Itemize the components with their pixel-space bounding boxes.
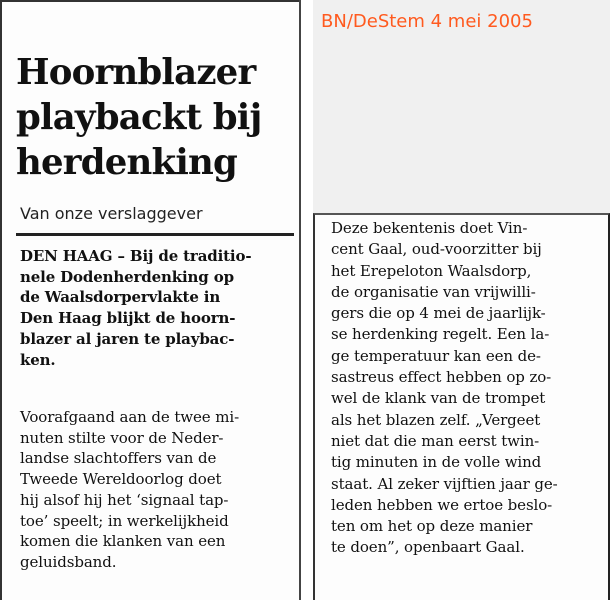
top-border [2, 0, 299, 2]
divider-rule [16, 233, 294, 236]
article-clipping-left [0, 0, 301, 600]
byline: Van onze verslaggever [20, 204, 203, 223]
lead-paragraph: DEN HAAG – Bij de traditio- nele Dodenherdenking op de Waalsdorpervlakte in Den Haag blijkt de hoorn- blazer al jaren te playbac- ken. [20, 247, 252, 369]
body-paragraph-1: Voorafgaand aan de twee mi- nuten stilte voor de Neder- landse slachtoffers van de Tweede Wereldoorlog doet hij alsof hij het ‘signaal tap- toe’ speelt; in werkelijkheid komen die klanken van een geluidsband. [20, 408, 240, 571]
body-paragraph-2: Deze bekentenis doet Vin- cent Gaal, oud-voorzitter bij het Erepeloton Waalsdorp, de organisatie van vrijwilli- gers die op 4 mei de jaarlijk- se herdenking regelt. Een la- ge temperatuur kan een de- sastreus effect hebben op zo- wel de klank van de trompet als het blazen zelf. „Vergeet niet dat die man eerst twin- tig minuten in de volle wind staat. Al zeker vijftien jaar ge- leden hebben we ertoe beslo- ten om het op deze manier te doen”, openbaart Gaal. [331, 219, 558, 557]
source-label: BN/DeStem 4 mei 2005 [321, 11, 533, 32]
headline: Hoornblazer playbackt bij herdenking [16, 52, 262, 183]
article-clipping-right [313, 213, 610, 600]
clipping-gap [301, 0, 313, 600]
source-area [313, 0, 610, 213]
